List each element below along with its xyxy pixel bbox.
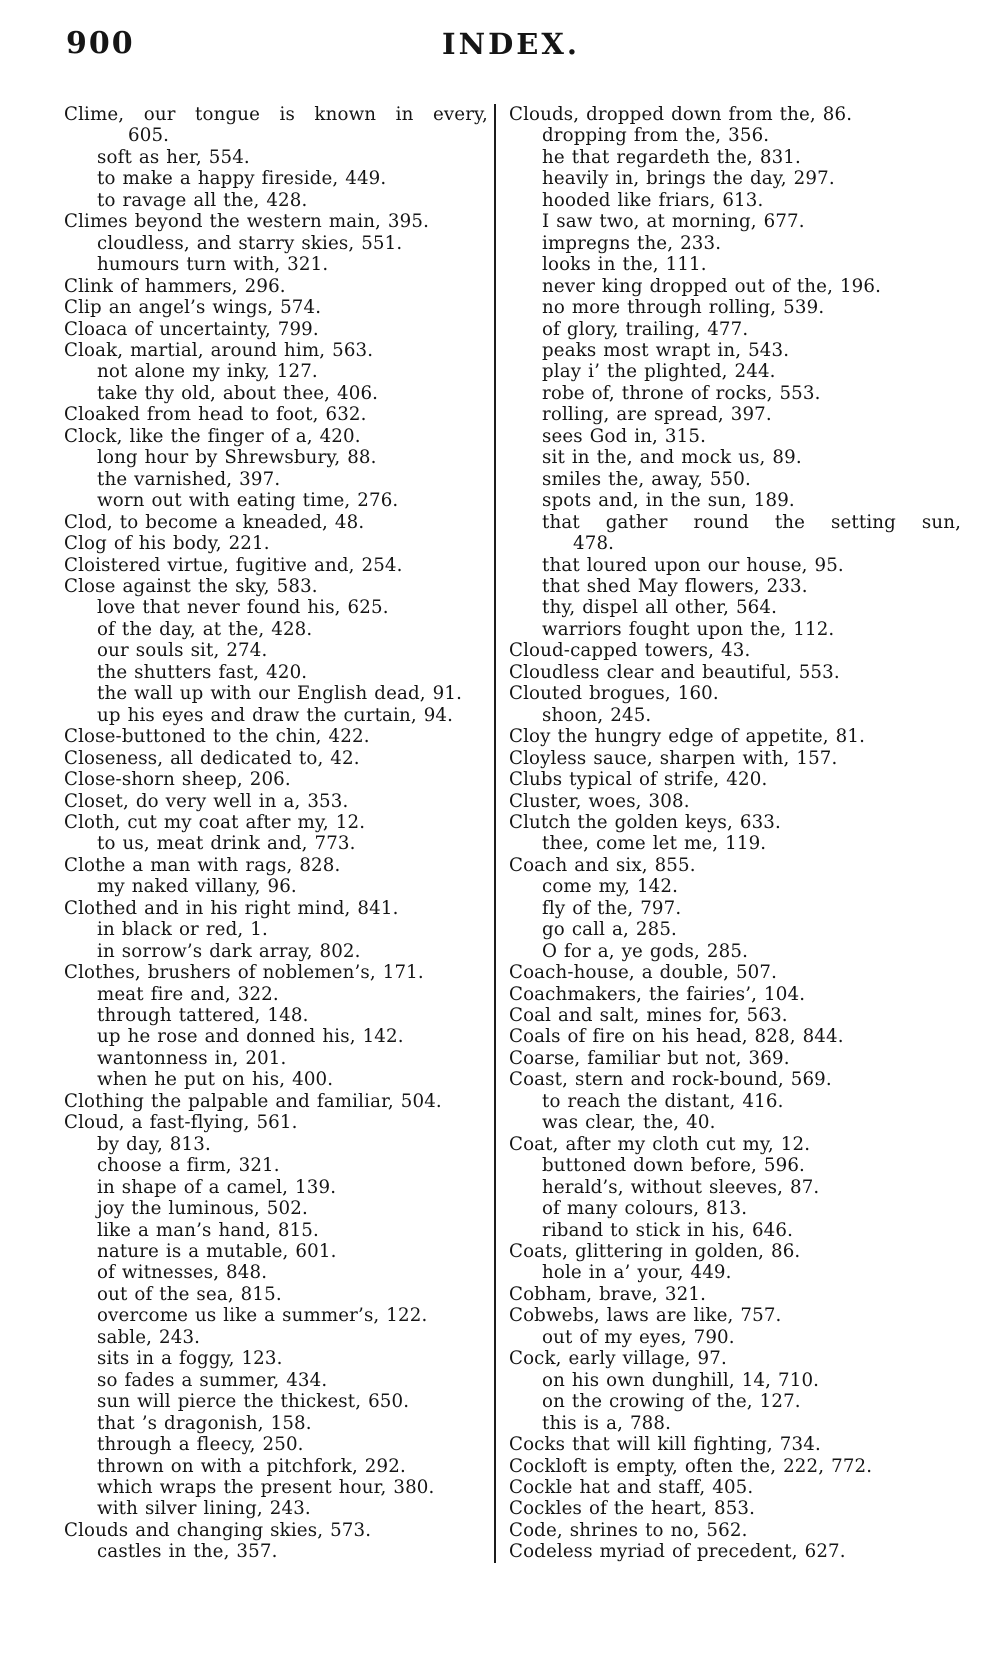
index-entry: in black or red, 1. [97, 919, 268, 941]
index-entry: to reach the distant, 416. [542, 1090, 784, 1112]
index-entry: never king dropped out of the, 196. [542, 275, 882, 297]
index-entry: Clip an angel’s wings, 574. [64, 297, 322, 319]
index-entry: Clime, our tongue is known in every, [64, 104, 488, 125]
index-entry: my naked villany, 96. [97, 876, 297, 898]
index-entry: sable, 243. [97, 1326, 201, 1348]
index-entry: that loured upon our house, 95. [542, 554, 844, 576]
index-entry: to ravage all the, 428. [97, 189, 308, 211]
index-entry: Closet, do very well in a, 353. [64, 790, 349, 812]
index-entry: Clouds and changing skies, 573. [64, 1519, 372, 1541]
index-entry: Cluster, woes, 308. [509, 790, 690, 812]
index-entry: Code, shrines to no, 562. [509, 1519, 748, 1541]
index-entry: the wall up with our English dead, 91. [97, 683, 463, 705]
index-entry: so fades a summer, 434. [97, 1369, 328, 1391]
index-entry: with silver lining, 243. [97, 1498, 311, 1520]
index-entry: I saw two, at morning, 677. [542, 211, 805, 233]
index-entry: Clubs typical of strife, 420. [509, 769, 768, 791]
index-entry: Clock, like the finger of a, 420. [64, 425, 361, 447]
index-entry: nature is a mutable, 601. [97, 1241, 337, 1263]
index-entry: was clear, the, 40. [542, 1112, 716, 1134]
index-entry: Clink of hammers, 296. [64, 275, 286, 297]
index-entry: Cloudless clear and beautiful, 553. [509, 661, 840, 683]
index-entry: castles in the, 357. [97, 1541, 278, 1563]
index-entry: in sorrow’s dark array, 802. [97, 940, 361, 962]
index-entry: wantonness in, 201. [97, 1047, 287, 1069]
index-entry: Cloy the hungry edge of appetite, 81. [509, 726, 866, 748]
index-entry: Cloak, martial, around him, 563. [64, 339, 374, 361]
index-entry: Close-buttoned to the chin, 422. [64, 726, 370, 748]
index-entry: joy the luminous, 502. [97, 1198, 308, 1220]
index-entry: looks in the, 111. [542, 254, 707, 276]
index-entry: Clog of his body, 221. [64, 533, 270, 555]
index-entry: thrown on with a pitchfork, 292. [97, 1455, 406, 1477]
index-entry: dropping from the, 356. [542, 125, 770, 147]
index-entry: rolling, are spread, 397. [542, 404, 772, 426]
column-divider [494, 104, 496, 1563]
index-entry: choose a firm, 321. [97, 1155, 280, 1177]
index-entry: take thy old, about thee, 406. [97, 382, 379, 404]
index-entry: sees God in, 315. [542, 425, 707, 447]
index-entry: love that never found his, 625. [97, 597, 389, 619]
index-entry: like a man’s hand, 815. [97, 1219, 319, 1241]
index-entry: riband to stick in his, 646. [542, 1219, 794, 1241]
index-entry: Coarse, familiar but not, 369. [509, 1047, 790, 1069]
index-entry: of witnesses, 848. [97, 1262, 268, 1284]
index-entry: long hour by Shrewsbury, 88. [97, 447, 377, 469]
index-entry: Clothing the palpable and familiar, 504. [64, 1090, 442, 1112]
index-entry: up he rose and donned his, 142. [97, 1026, 404, 1048]
index-entry: Cockles of the heart, 853. [509, 1498, 756, 1520]
index-entry: robe of, throne of rocks, 553. [542, 382, 821, 404]
index-entry: through tattered, 148. [97, 1005, 309, 1027]
index-entry: Coach-house, a double, 507. [509, 962, 778, 984]
index-entry: fly of the, 797. [542, 897, 682, 919]
index-entry: which wraps the present hour, 380. [97, 1477, 435, 1498]
index-column-right [509, 104, 961, 1563]
page-number: 900 [66, 26, 135, 61]
index-entry: heavily in, brings the day, 297. [542, 168, 835, 190]
index-entry: Codeless myriad of precedent, 627. [509, 1541, 846, 1563]
index-entry: Climes beyond the western main, 395. [64, 211, 430, 233]
index-entry: Clouted brogues, 160. [509, 683, 719, 705]
index-entry: Close against the sky, 583. [64, 575, 318, 597]
index-entry: to make a happy fireside, 449. [97, 168, 387, 190]
index-entry: Coals of fire on his head, 828, 844. [509, 1026, 844, 1048]
index-entry: Coachmakers, the fairies’, 104. [509, 983, 806, 1005]
index-entry: Cock, early village, 97. [509, 1348, 727, 1370]
index-entry: Cobwebs, laws are like, 757. [509, 1305, 782, 1327]
index-entry: Coat, after my cloth cut my, 12. [509, 1133, 811, 1155]
index-entry: spots and, in the sun, 189. [542, 490, 795, 512]
index-entry: 478. [573, 533, 615, 555]
index-entry: of many colours, 813. [542, 1198, 748, 1220]
index-entry: through a fleecy, 250. [97, 1434, 304, 1456]
index-entry: herald’s, without sleeves, 87. [542, 1176, 820, 1198]
index-entry: Coats, glittering in golden, 86. [509, 1241, 801, 1263]
index-entry: Coal and salt, mines for, 563. [509, 1005, 788, 1027]
index-entry: impregns the, 233. [542, 232, 722, 254]
index-entry: Closeness, all dedicated to, 42. [64, 747, 360, 769]
index-entry: that ’s dragonish, 158. [97, 1412, 312, 1434]
index-entry: out of my eyes, 790. [542, 1326, 735, 1348]
index-entry: sun will pierce the thickest, 650. [97, 1391, 410, 1413]
index-entry: Cloyless sauce, sharpen with, 157. [509, 747, 838, 769]
index-entry: on the crowing of the, 127. [542, 1391, 801, 1413]
page-title: INDEX. [442, 27, 580, 61]
index-entry: that shed May flowers, 233. [542, 575, 808, 597]
index-entry: thee, come let me, 119. [542, 833, 767, 855]
index-entry: Close-shorn sheep, 206. [64, 769, 291, 791]
index-entry: by day, 813. [97, 1133, 211, 1155]
index-entry: when he put on his, 400. [97, 1069, 334, 1091]
index-entry: out of the sea, 815. [97, 1283, 282, 1305]
index-entry: Cloud-capped towers, 43. [509, 640, 751, 662]
index-entry: Cockloft is empty, often the, 222, 772. [509, 1455, 873, 1477]
index-entry: Cocks that will kill fighting, 734. [509, 1434, 821, 1456]
index-entry: to us, meat drink and, 773. [97, 833, 356, 855]
index-entry: Clouds, dropped down from the, 86. [509, 104, 853, 125]
index-entry: Cockle hat and staff, 405. [509, 1477, 754, 1498]
index-entry: Clutch the golden keys, 633. [509, 811, 781, 833]
index-columns [64, 104, 961, 1563]
index-entry: Cloistered virtue, fugitive and, 254. [64, 554, 403, 576]
index-entry: shoon, 245. [542, 704, 652, 726]
index-entry: worn out with eating time, 276. [97, 490, 399, 512]
index-column-left [64, 104, 488, 1563]
index-entry: in shape of a camel, 139. [97, 1176, 337, 1198]
index-entry: our souls sit, 274. [97, 640, 268, 662]
index-entry: overcome us like a summer’s, 122. [97, 1305, 428, 1327]
index-entry: Coast, stern and rock-bound, 569. [509, 1069, 832, 1091]
index-entry: on his own dunghill, 14, 710. [542, 1369, 820, 1391]
index-entry: buttoned down before, 596. [542, 1155, 805, 1177]
index-entry: this is a, 788. [542, 1412, 672, 1434]
index-entry: the varnished, 397. [97, 468, 281, 490]
index-entry: warriors fought upon the, 112. [542, 618, 835, 640]
index-entry: cloudless, and starry skies, 551. [97, 232, 403, 254]
index-entry: of the day, at the, 428. [97, 618, 313, 640]
index-entry: sits in a foggy, 123. [97, 1348, 283, 1370]
index-entry: he that regardeth the, 831. [542, 146, 801, 168]
index-entry: Cobham, brave, 321. [509, 1283, 706, 1305]
index-entry: humours turn with, 321. [97, 254, 329, 276]
index-entry: Cloud, a fast-flying, 561. [64, 1112, 298, 1134]
index-entry: go call a, 285. [542, 919, 677, 941]
index-entry: Clothes, brushers of noblemen’s, 171. [64, 962, 424, 984]
index-entry: smiles the, away, 550. [542, 468, 751, 490]
page-header [64, 26, 958, 66]
index-entry: sit in the, and mock us, 89. [542, 447, 802, 469]
index-entry: O for a, ye gods, 285. [542, 940, 749, 962]
index-entry: peaks most wrapt in, 543. [542, 339, 790, 361]
index-entry: the shutters fast, 420. [97, 661, 308, 683]
index-entry: thy, dispel all other, 564. [542, 597, 778, 619]
index-entry: hole in a’ your, 449. [542, 1262, 732, 1284]
index-entry: of glory, trailing, 477. [542, 318, 749, 340]
index-entry: not alone my inky, 127. [97, 361, 318, 383]
index-entry: up his eyes and draw the curtain, 94. [97, 704, 454, 726]
index-entry: meat fire and, 322. [97, 983, 279, 1005]
index-entry: 605. [128, 125, 170, 147]
index-entry: Clothe a man with rags, 828. [64, 854, 341, 876]
index-entry: play i’ the plighted, 244. [542, 361, 776, 383]
index-entry: that gather round the setting sun, [542, 511, 961, 533]
index-entry: Cloth, cut my coat after my, 12. [64, 811, 366, 833]
index-entry: Cloaked from head to foot, 632. [64, 404, 367, 426]
index-entry: Cloaca of uncertainty, 799. [64, 318, 319, 340]
index-entry: soft as her, 554. [97, 146, 250, 168]
index-entry: hooded like friars, 613. [542, 189, 764, 211]
index-entry: no more through rolling, 539. [542, 297, 825, 319]
index-entry: Clothed and in his right mind, 841. [64, 897, 399, 919]
index-entry: come my, 142. [542, 876, 679, 898]
index-entry: Coach and six, 855. [509, 854, 696, 876]
index-entry: Clod, to become a kneaded, 48. [64, 511, 365, 533]
